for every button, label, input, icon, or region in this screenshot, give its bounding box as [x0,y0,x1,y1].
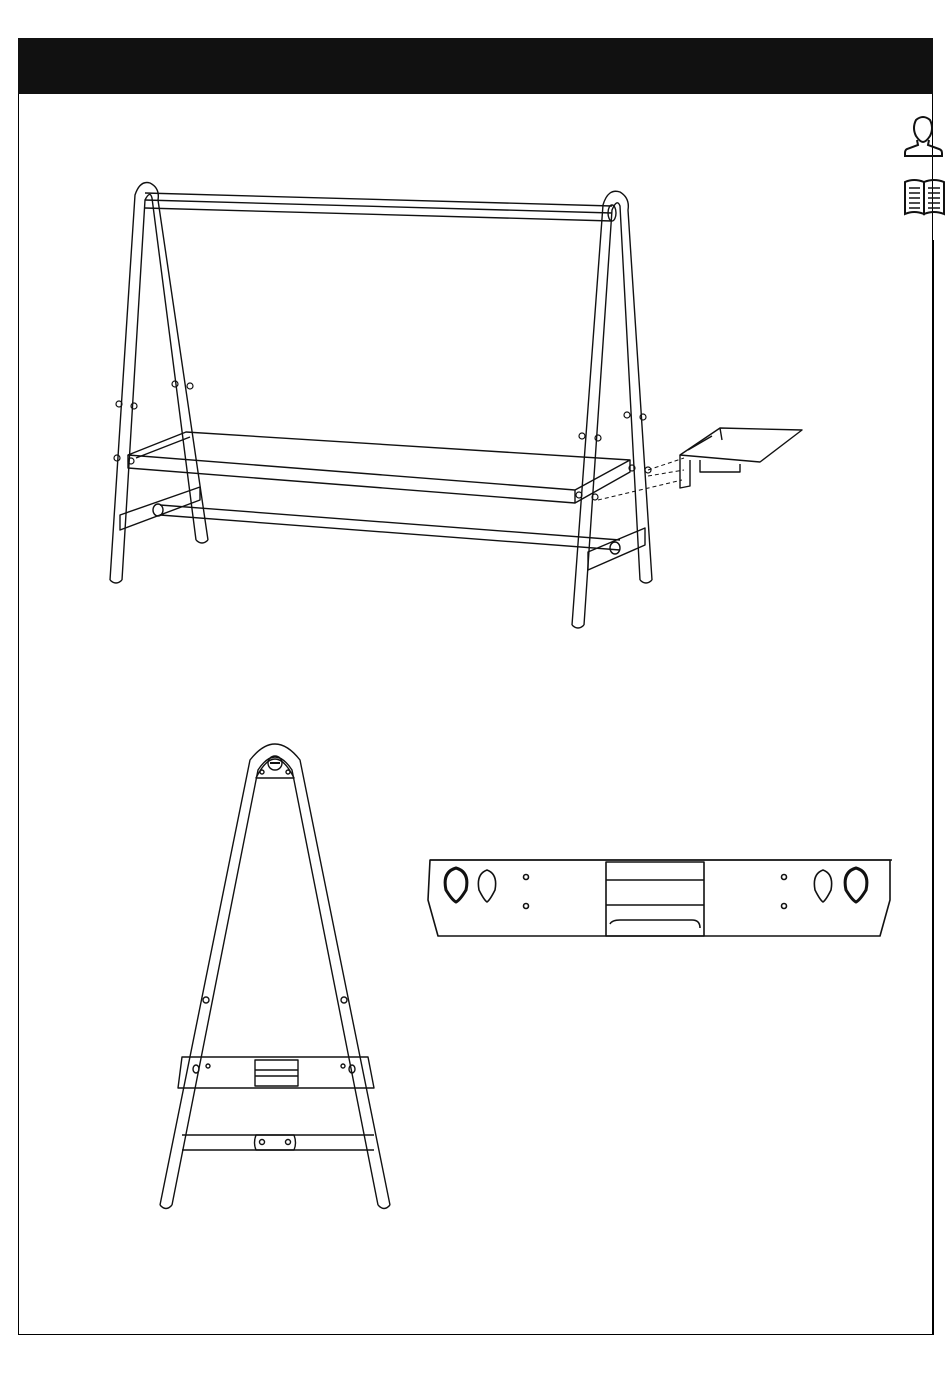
side-frame-detail-figure [150,730,400,1220]
bracket-detail-figure [420,850,900,950]
